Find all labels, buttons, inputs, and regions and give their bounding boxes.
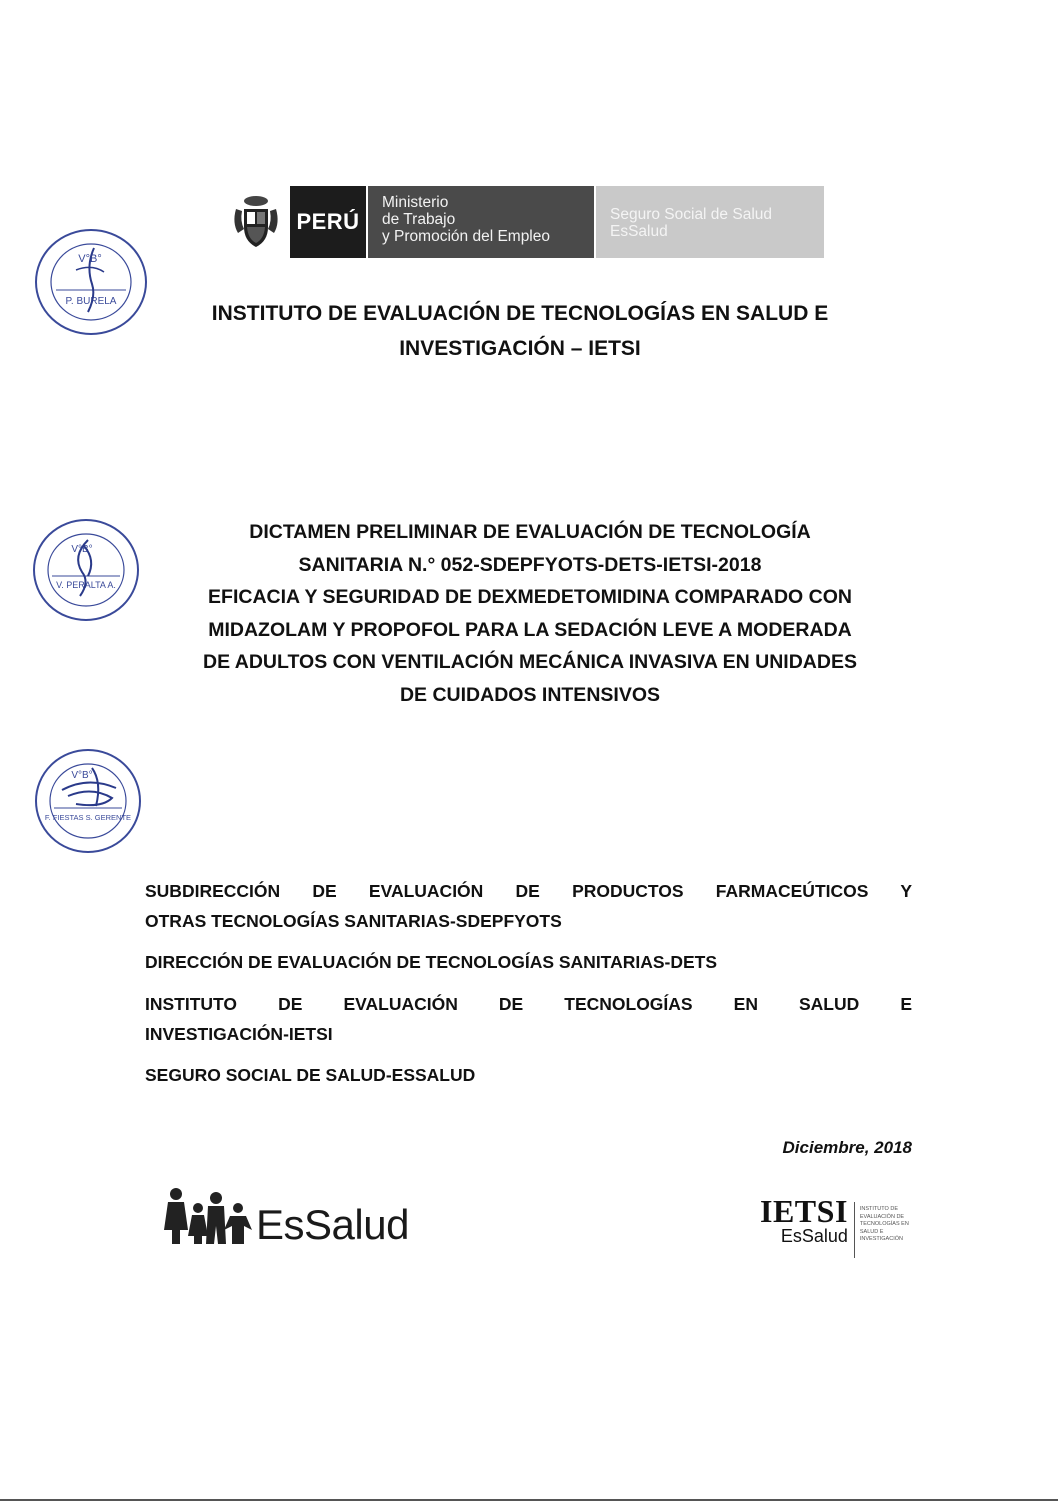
- essalud-wordmark: EsSalud: [256, 1201, 409, 1248]
- unit-line: OTRAS TECNOLOGÍAS SANITARIAS-SDEPFYOTS: [145, 911, 562, 931]
- institute-title: [120, 296, 920, 366]
- unit-line: SEGURO SOCIAL DE SALUD-ESSALUD: [145, 1065, 476, 1085]
- unit-line: SUBDIRECCIÓN DE EVALUACIÓN DE PRODUCTOS FARMACEÚTICOS Y: [145, 881, 912, 901]
- dictamen-line: DICTAMEN PRELIMINAR DE EVALUACIÓN DE TECNOLOGÍA: [249, 521, 811, 543]
- ietsi-tagline: INSTITUTO DE EVALUACIÓN DE TECNOLOGÍAS EN SALUD E INVESTIGACIÓN: [859, 1206, 909, 1242]
- dictamen-line: EFICACIA Y SEGURIDAD DE DEXMEDETOMIDINA COMPARADO CON: [208, 586, 852, 608]
- dictamen-line: DE ADULTOS CON VENTILACIÓN MECÁNICA INVASIVA EN UNIDADES: [202, 651, 857, 673]
- seal-name: F. FIESTAS S. GERENTE: [44, 813, 132, 822]
- logo-divider: [854, 1202, 855, 1258]
- institute-title-line: INSTITUTO DE EVALUACIÓN DE TECNOLOGÍAS EN SALUD E: [211, 302, 829, 325]
- agency-line: Seguro Social de Salud: [610, 206, 773, 223]
- agency-line: EsSalud: [610, 223, 668, 240]
- essalud-logo: [164, 1186, 409, 1246]
- seal-vobo: V°B°: [71, 544, 93, 555]
- subdireccion-heading-cont: [145, 906, 912, 936]
- government-banner: [222, 186, 824, 258]
- subdireccion-heading: [145, 876, 912, 906]
- seguro-heading: [145, 1060, 912, 1090]
- ministry-line: de Trabajo: [382, 211, 456, 228]
- ietsi-logo: [760, 1193, 918, 1258]
- dictamen-line: DE CUIDADOS INTENSIVOS: [399, 683, 661, 706]
- ietsi-wordmark: IETSI: [760, 1193, 848, 1229]
- dictamen-title: [120, 516, 940, 711]
- unit-line: DIRECCIÓN DE EVALUACIÓN DE TECNOLOGÍAS SANITARIAS-DETS: [145, 952, 718, 972]
- institute-title-line: INVESTIGACIÓN – IETSI: [399, 337, 641, 360]
- ietsi-subtitle: EsSalud: [780, 1226, 848, 1246]
- unit-line: INVESTIGACIÓN-IETSI: [145, 1024, 333, 1044]
- family-icon: [164, 1186, 252, 1246]
- direccion-heading: [145, 947, 912, 977]
- document-date: Diciembre, 2018: [782, 1138, 912, 1157]
- seal-name: P. BURELA: [65, 296, 117, 307]
- ministry-line: Ministerio: [382, 194, 449, 211]
- coat-of-arms-icon: [222, 186, 290, 258]
- seal-vobo: V°B°: [71, 770, 93, 781]
- ministry-line: y Promoción del Empleo: [382, 228, 550, 245]
- seal-vobo: V°B°: [78, 253, 102, 265]
- unit-line: INSTITUTO DE EVALUACIÓN DE TECNOLOGÍAS EN SALUD E: [145, 994, 912, 1014]
- dictamen-line: SANITARIA N.° 052-SDEPFYOTS-DETS-IETSI-2018: [298, 553, 762, 576]
- instituto-heading-cont: [145, 1019, 912, 1049]
- instituto-heading: [145, 989, 912, 1019]
- agency-label: [594, 186, 824, 258]
- dictamen-line: MIDAZOLAM Y PROPOFOL PARA LA SEDACIÓN LEVE A MODERADA: [208, 618, 852, 641]
- approval-seal: [32, 746, 144, 861]
- page-bottom-edge: [0, 1499, 1058, 1501]
- ministry-label: [366, 186, 594, 258]
- peru-label: PERÚ: [290, 186, 366, 258]
- seal-name: V. PERALTA A.: [56, 580, 116, 590]
